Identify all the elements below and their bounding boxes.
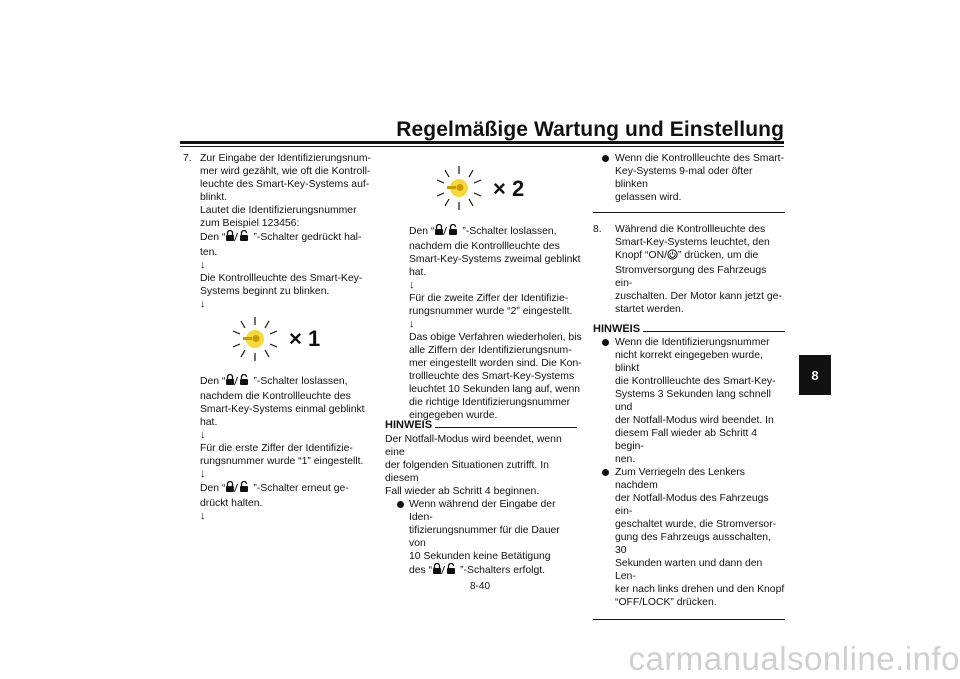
list-item: Zum Verriegeln des Lenkers nachdem der Notfall-Modus des Fahrzeugs ein- geschaltet wurde, die Stromversor- gung des Fahrzeugs ausschalten, 30 Sekunden warten und dann den Len- ker nach links drehen und den Knopf “OFF/LOCK” drücken.: [593, 466, 785, 609]
column-1: 7. Zur Eingabe der Identifizierungsnum- mer wird gezählt, wie oft die Kontroll- leuchte des Smart-Key-Systems auf- blinkt. Lautet die Identifizierungsnummer zum Beispiel 123456: Den “ ”-Schalter gedrückt hal- ten. ↓ Die Kontrollleuchte des Smart-Key- Systems beginnt zu blinken. ↓: [183, 152, 373, 311]
divider: [593, 619, 785, 620]
arrow-down-icon: ↓: [200, 259, 206, 271]
hinweis-section-1: HINWEIS Der Notfall-Modus wird beendet, wenn eine der folgenden Situationen zutrifft. In diesem Fall wieder ab Schritt 4 beginnen. Wenn während der Eingabe der Iden- tifizierungsnummer für die Dauer von 10 Sekunden keine Betätigung des “ ”-Schalters erfolgt.: [385, 419, 577, 579]
bullet-icon: [397, 501, 404, 508]
blink-count-label: × 1: [289, 326, 321, 351]
power-button-icon: [667, 249, 678, 264]
arrow-down-icon: ↓: [409, 318, 415, 330]
page-title: Regelmäßige Wartung und Einstellung: [396, 118, 784, 141]
chapter-tab[interactable]: 8: [799, 355, 831, 395]
watermark: carmanualsonline.info: [628, 640, 960, 677]
column-2: Den “ ”-Schalter loslassen, nachdem die Kontrollleuchte des Smart-Key-Systems zweimal geblinkt hat. ↓ Für die zweite Ziffer der Identifizie- rungsnummer wurde “2” eingestellt. ↓ Das obige Verfahren wiederholen, bis alle Ziffern der Identifizierungsnum- mer eingestellt worden sind. Die Kon- trollleuchte des Smart-Key-Systems leuchtet 10 Sekunden lang auf, wenn die richtige Identifizierungsnummer eingegeben wurde.: [409, 224, 589, 422]
arrow-down-icon: ↓: [200, 468, 206, 480]
note-heading: HINWEIS: [385, 419, 577, 432]
bullet-icon: [602, 469, 609, 476]
header-rule: [180, 141, 784, 144]
column-3: [593, 152, 785, 620]
lock-unlock-switch-icon: [432, 563, 460, 579]
lock-unlock-switch-icon: [225, 230, 253, 246]
arrow-down-icon: ↓: [409, 279, 415, 291]
step-number: 8.: [593, 224, 602, 235]
lock-unlock-switch-icon: [225, 374, 253, 390]
header-rule-thin: [180, 146, 784, 147]
bullet-icon: [602, 155, 609, 162]
step-8: 8. Während die Kontrollleuchte des Smart-Key-Systems leuchtet, den Knopf “ON/ ” drücken, um die Stromversorgung des Fahrzeugs ein- zuschalten. Der Motor kann jetzt ge- startet werden.: [593, 224, 782, 315]
column-1-continued: Den “ ”-Schalter loslassen, nachdem die Kontrollleuchte des Smart-Key-Systems einmal geblinkt hat. ↓ Für die erste Ziffer der Identifizie- rungsnummer wurde “1” eingestellt. ↓ Den “ ”-Schalter erneut ge- drückt halten. ↓: [200, 374, 375, 523]
step-number: 7.: [183, 153, 192, 164]
divider: [593, 212, 785, 213]
list-item: Wenn die Kontrollleuchte des Smart- Key-Systems 9-mal oder öfter blinken gelassen wird.: [593, 152, 785, 204]
lock-unlock-switch-icon: [225, 481, 253, 497]
blinking-indicator-icon: [432, 165, 486, 211]
arrow-down-icon: ↓: [200, 429, 206, 441]
arrow-down-icon: ↓: [200, 510, 206, 522]
page-number: 8-40: [469, 581, 490, 592]
note-heading: HINWEIS: [593, 323, 785, 336]
lock-unlock-switch-icon: [434, 224, 462, 240]
list-item: Wenn während der Eingabe der Iden- tifizierungsnummer für die Dauer von 10 Sekunden keine Betätigung des “ ”-Schalters erfolgt.: [385, 498, 577, 579]
blinking-indicator-icon: [228, 316, 282, 362]
list-item: Wenn die Identifizierungsnummer nicht korrekt eingegeben wurde, blinkt die Kontrollleuchte des Smart-Key- Systems 3 Sekunden lang schnell und der Notfall-Modus wird beendet. In diesem Fall wieder ab Schritt 4 begin- nen.: [593, 336, 785, 466]
bullet-icon: [602, 339, 609, 346]
arrow-down-icon: ↓: [200, 298, 206, 310]
blink-count-label: × 2: [493, 176, 525, 201]
